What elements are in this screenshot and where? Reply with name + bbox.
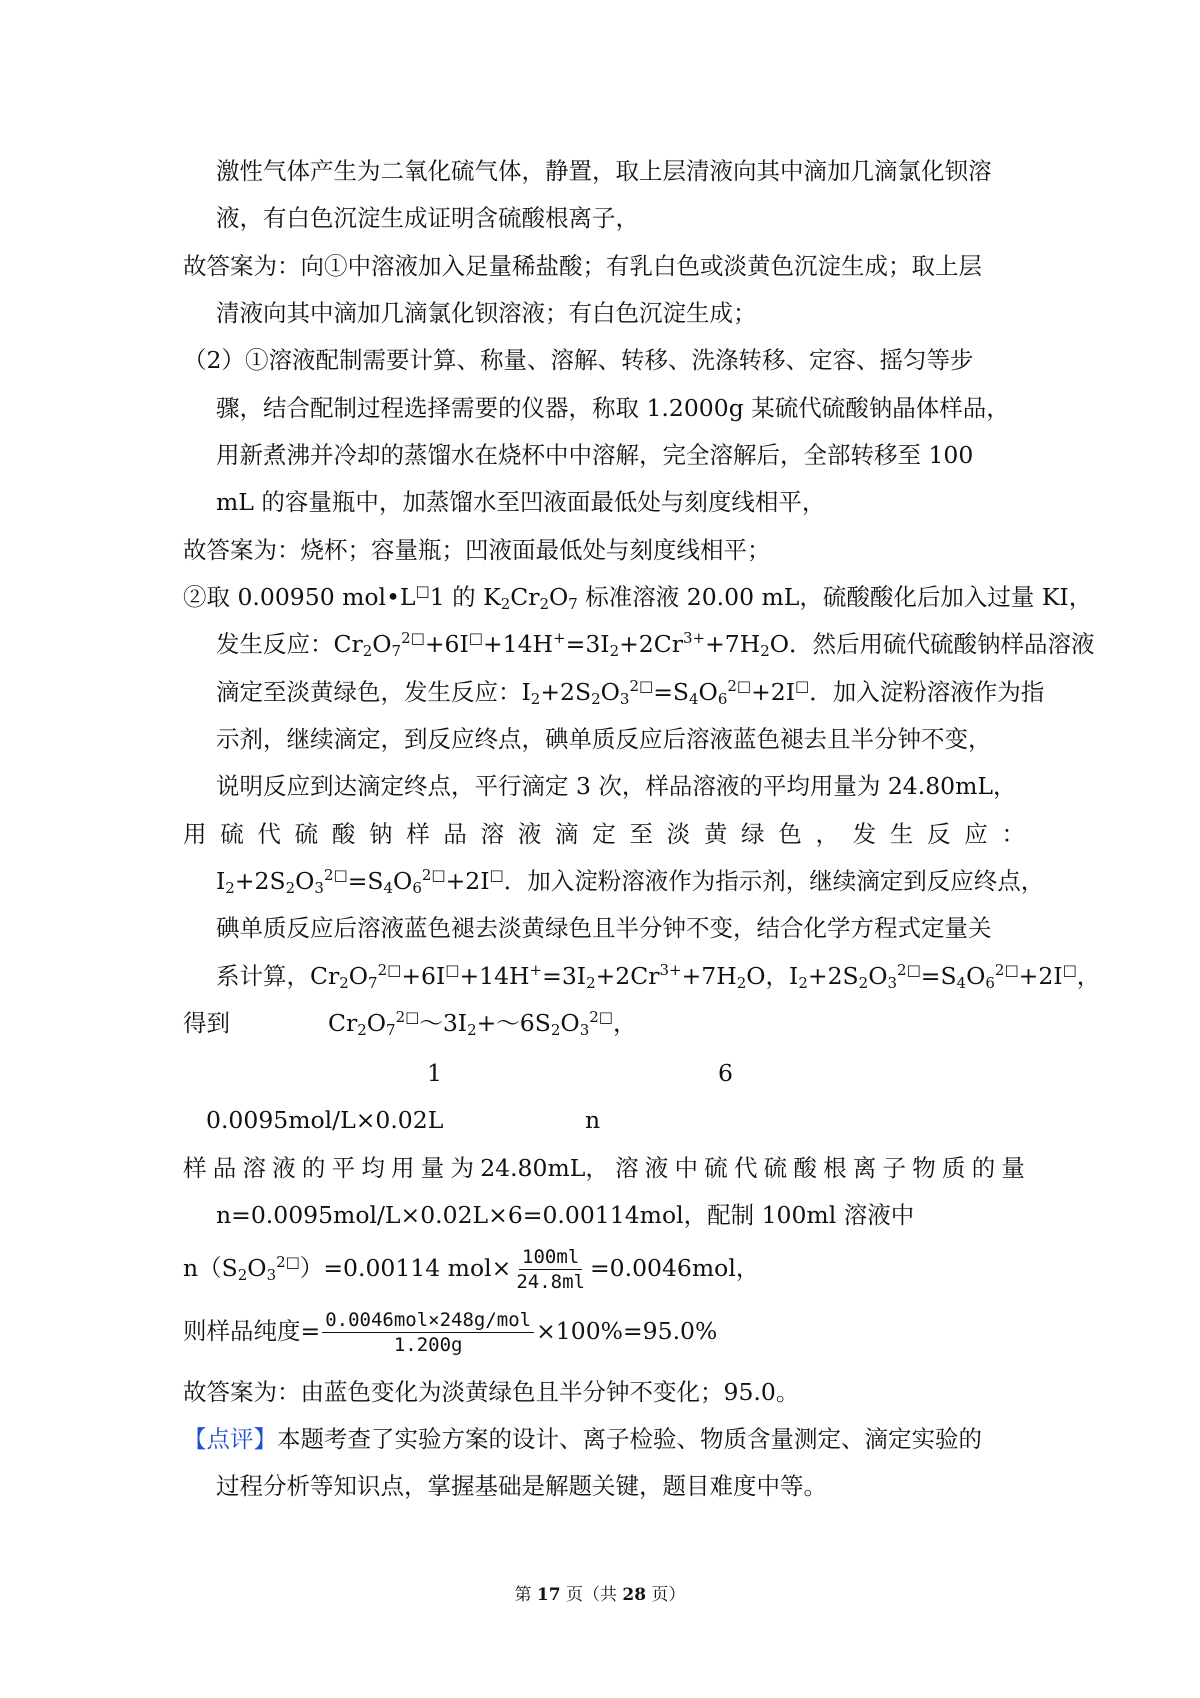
text-line: 过程分析等知识点，掌握基础是解题关键，题目难度中等。 [216,1472,827,1500]
text-line: 液，有白色沉淀生成证明含硫酸根离子， [216,204,639,232]
justified-text-line: 用 硫 代 硫 酸 钠 样 品 溶 液 滴 定 至 淡 黄 绿 色 ， 发 生 反 应 ： [183,820,1025,848]
text-line: 故答案为：由蓝色变化为淡黄绿色且半分钟不变化；95.0。 [183,1378,800,1406]
text-line: 说明反应到达滴定终点，平行滴定 3 次，样品溶液的平均用量为 24.80mL， [216,772,1017,800]
text-line: 骤，结合配制过程选择需要的仪器，称取 1.2000g 某硫代硫酸钠晶体样品， [216,394,1010,422]
comment-tag: 【点评】 [183,1425,277,1453]
text-line: （2）①溶液配制需要计算、称量、溶解、转移、洗涤转移、定容、摇匀等步 [183,346,974,374]
ratio-value: 1 [427,1059,442,1087]
text-line: ②取 0.00950 mol•L□1 的 $K_2Cr_2O_7$ 标准溶液 20.00 mL，硫酸酸化后加入过量 KI， [183,582,1093,613]
justified-text-line: 样 品 溶 液 的 平 均 用 量 为 24.80mL， 溶 液 中 硫 代 硫 酸 根 离 子 物 质 的 量 [183,1154,1025,1182]
relation-label: 得到 [183,1009,230,1037]
chemical-equation-line: 发生反应：$Cr_2O_7^{2□}+6I^□+14H^+=3I_2+2Cr^{3+}+7H_2O$．然后用硫代硫酸钠样品溶液 [216,629,1095,660]
chemical-equation-line: 系计算，$Cr_2O_7^{2□}+6I^□+14H^+=3I_2+2Cr^{3+}+7H_2O$，$I_2+2S_2O_3^{2□}=S_4O_6^{2□}+2I^□$， [216,961,1101,992]
formula-line: 则样品纯度= $\frac{\text{0.0046mol×248g/mol}}{1.200g}$ ×100%=95.0% [183,1309,718,1356]
fraction: $\frac{\text{0.0046mol×248g/mol}}{1.200g}$ [322,1309,534,1356]
comment-line: 【点评】本题考查了实验方案的设计、离子检验、物质含量测定、滴定实验的 [183,1425,982,1453]
quantity-value: n [585,1106,601,1134]
text-line: mL 的容量瓶中，加蒸馏水至凹液面最低处与刻度线相平， [216,488,826,516]
text-line: n=0.0095mol/L×0.02L×6=0.00114mol，配制 100ml 溶液中 [216,1201,915,1229]
quantity-value: 0.0095mol/L×0.02L [206,1106,444,1134]
text-line: 激性气体产生为二氧化硫气体，静置，取上层清液向其中滴加几滴氯化钡溶 [216,157,992,185]
text-line: 故答案为：烧杯；容量瓶；凹液面最低处与刻度线相平； [183,536,771,564]
ratio-value: 6 [718,1059,733,1087]
chemical-equation-line: 滴定至淡黄绿色，发生反应：$I_2+2S_2O_3^{2□}=S_4O_6^{2□}+2I^□$．加入淀粉溶液作为指 [216,677,1045,708]
page-footer: 第 17 页（共 28 页） [514,1585,686,1605]
text-line: 碘单质反应后溶液蓝色褪去淡黄绿色且半分钟不变，结合化学方程式定量关 [216,914,992,942]
fraction: $\frac{100ml}{24.8ml}$ [516,1246,585,1293]
stoichiometric-relation: $Cr_2O_7^{2□}\sim 3I_2+\sim 6S_2O_3^{2□}$， [328,1008,637,1039]
total-pages: 28 [622,1585,647,1605]
text-line: 示剂，继续滴定，到反应终点，碘单质反应后溶液蓝色褪去且半分钟不变， [216,725,992,753]
text-line: 故答案为：向①中溶液加入足量稀盐酸；有乳白色或淡黄色沉淀生成；取上层 [183,252,982,280]
formula-line: $n(S_2O_3^{2□})=0.00114$ mol× $\frac{100ml}{24.8ml}$ =0.0046mol， [183,1246,760,1293]
text-line: 清液向其中滴加几滴氯化钡溶液；有白色沉淀生成； [216,299,757,327]
page-number: 17 [536,1585,561,1605]
text-line: 用新煮沸并冷却的蒸馏水在烧杯中中溶解，完全溶解后，全部转移至 100 [216,441,974,469]
chemical-equation-line: $I_2+2S_2O_3^{2□}=S_4O_6^{2□}+2I^□$．加入淀粉溶液作为指示剂，继续滴定到反应终点， [216,866,1045,897]
